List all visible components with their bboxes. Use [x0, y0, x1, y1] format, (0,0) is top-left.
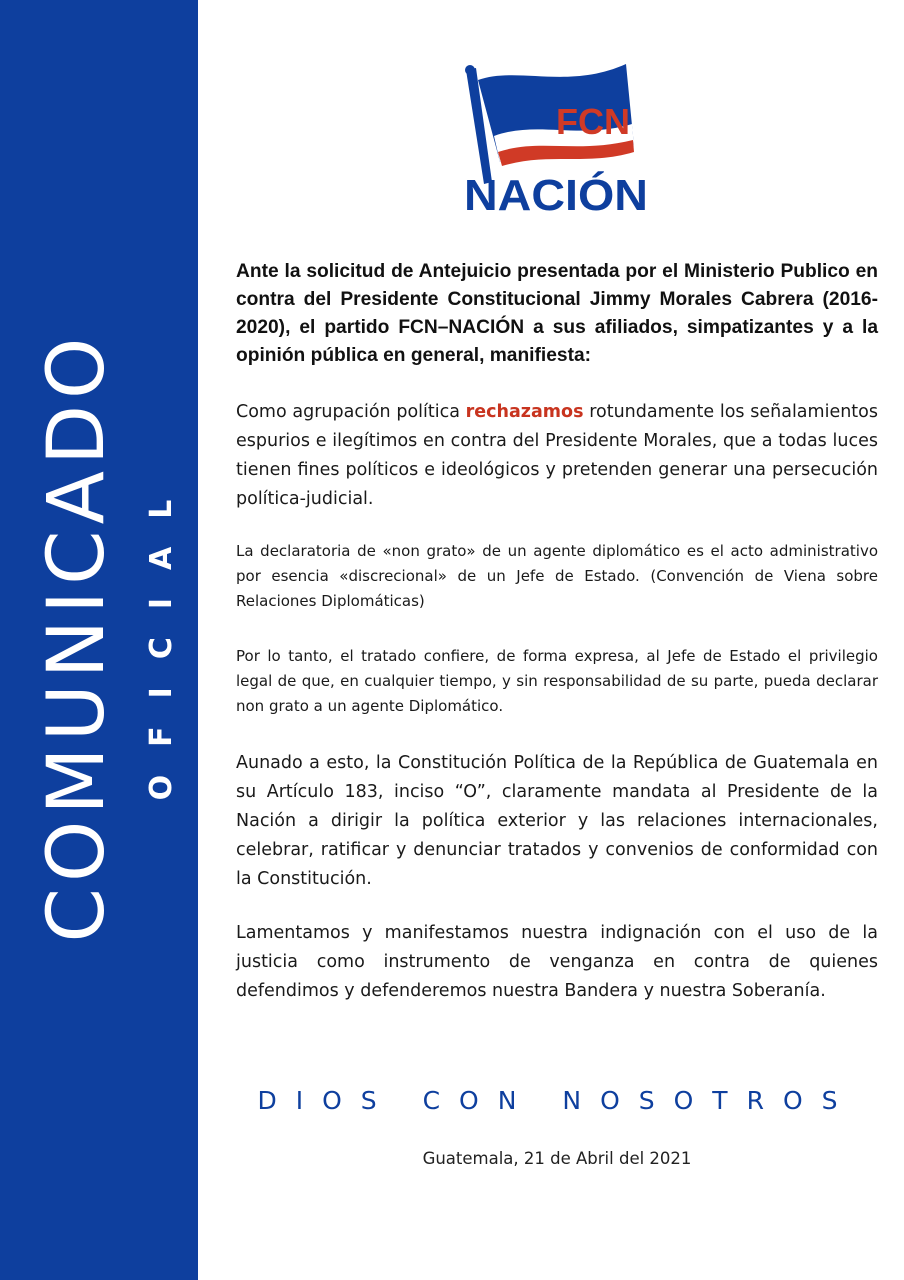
sidebar-band: [0, 0, 198, 1280]
intro-paragraph: Ante la solicitud de Antejuicio presentada por el Ministerio Publico en contra del Presidente Constitucional Jimmy Morales Cabrera (2016-2020), el partido FCN–NACIÓN a sus afiliados, simpatizantes y a la opinión pública en general, manifiesta:: [236, 261, 878, 366]
constitution-paragraph: Aunado a esto, la Constitución Política de la República de Guatemala en su Artículo 183, inciso “O”, claramente mandata al Presidente de la Nación a dirigir la política exterior y las relaciones internacionales, celebrar, ratificar y denunciar tratados y convenios de conformidad con la Constitución.: [236, 753, 878, 889]
sidebar-title: COMUNICADO: [32, 331, 122, 943]
rejection-paragraph: [236, 398, 878, 514]
non-grato-paragraph: La declaratoria de «non grato» de un agente diplomático es el acto administrativo por esencia «discrecional» de un Jefe de Estado. (Convención de Viena sobre Relaciones Diplomáticas): [236, 542, 878, 610]
closing-paragraph: Lamentamos y manifestamos nuestra indignación con el uso de la justicia como instrumento de venganza en contra de quienes defendimos y defenderemos nuestra Bandera y nuestra Soberanía.: [236, 923, 878, 1001]
sidebar-subtitle: OFICIAL: [144, 471, 179, 801]
statement-body: [236, 258, 878, 1031]
rejection-text-end: rotundamente los señalamientos espurios e ilegítimos en contra del Presidente Morales, que a todas luces tienen fines políticos e ideológicos y pretenden generar una persecución política-judicial.: [236, 402, 878, 509]
party-logo: [458, 62, 654, 218]
rejection-text-start: Como agrupación política: [236, 402, 466, 422]
highlight-word: rechazamos: [465, 402, 584, 422]
logo-fcn-text: FCN: [556, 101, 630, 142]
logo-nacion-text: NACIÓN: [464, 171, 638, 218]
motto: DIOS CON NOSOTROS: [257, 1086, 857, 1115]
date-line: Guatemala, 21 de Abril del 2021: [422, 1149, 692, 1168]
flag-icon: [458, 62, 654, 218]
treaty-paragraph: Por lo tanto, el tratado confiere, de forma expresa, al Jefe de Estado el privilegio legal de que, en cualquier tiempo, y sin responsabilidad de su parte, pueda declarar non grato a un agente Diplomático.: [236, 647, 878, 715]
